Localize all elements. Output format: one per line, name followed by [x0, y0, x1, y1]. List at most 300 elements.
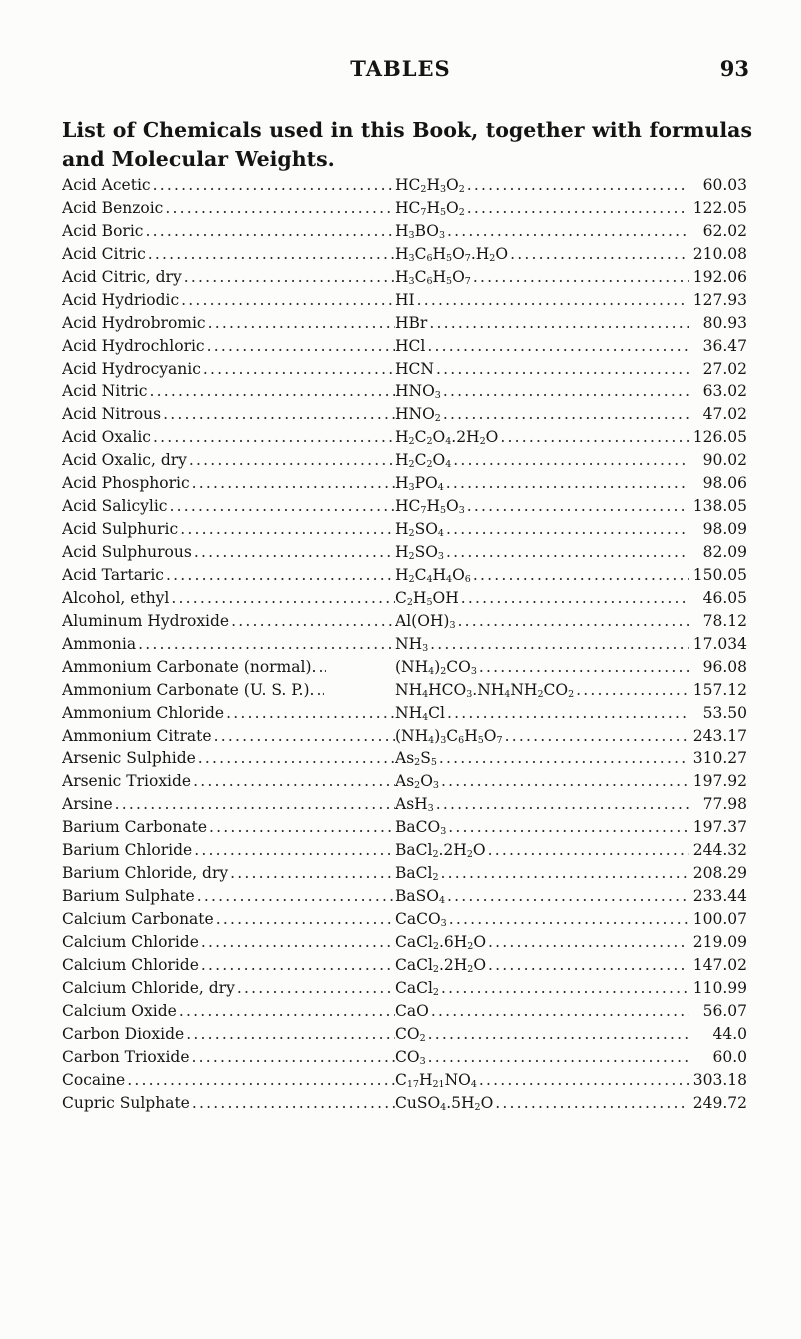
chemical-row [62, 1069, 747, 1092]
chemical-name: Cupric Sulphate [62, 1093, 190, 1112]
molecular-weight: 122.05 [692, 198, 747, 217]
dot-leader [182, 266, 395, 289]
dot-leader [314, 679, 324, 702]
chemical-formula: $H_2SO_3$ [395, 543, 444, 562]
molecular-weight: 310.27 [692, 749, 747, 768]
molecular-weight: 46.05 [702, 588, 747, 607]
dot-leader [113, 793, 395, 816]
chemical-formula: $H_2C_4H_4O_6$ [395, 565, 471, 585]
dot-leader [199, 954, 395, 977]
chemical-row [62, 426, 747, 449]
dot-leader [439, 977, 689, 1000]
dot-leader [205, 335, 395, 358]
chemical-name: Barium Sulphate [62, 887, 195, 906]
dot-leader [444, 541, 689, 564]
chemical-row [62, 954, 747, 977]
chemical-name-cell [62, 587, 395, 610]
chemical-name-cell [62, 656, 395, 679]
formula-cell [395, 725, 689, 748]
chemical-name-cell [62, 770, 395, 793]
chemical-row [62, 312, 747, 335]
running-head [0, 56, 801, 86]
chemical-formula: $As_2O_3$ [395, 772, 439, 792]
molecular-weight: 36.47 [702, 336, 747, 355]
dot-leader [441, 380, 689, 403]
chemical-name: Barium Chloride, dry [62, 864, 229, 883]
molecular-weight: 126.05 [692, 428, 747, 447]
dot-leader [465, 197, 689, 220]
molecular-weight: 243.17 [692, 726, 747, 745]
chemical-name-cell [62, 725, 395, 748]
chemical-formula: $H_2SO_4$ [395, 520, 444, 540]
chemical-name-cell [62, 403, 395, 426]
dot-leader [427, 312, 689, 335]
dot-leader [486, 954, 689, 977]
dot-leader [471, 266, 689, 289]
chemical-name-cell [62, 197, 395, 220]
dot-leader [192, 541, 395, 564]
chemical-formula: $NH_4Cl$ [395, 703, 445, 723]
molecular-weight: 78.12 [702, 611, 747, 630]
chemical-formula: BaCO$_3$ [395, 818, 447, 838]
chemical-name-cell [62, 220, 395, 243]
chemical-row [62, 747, 747, 770]
chemical-name: Acid Salicylic [62, 497, 168, 516]
dot-leader [428, 633, 689, 656]
chemical-formula: $NH_3$ [395, 634, 429, 654]
chemical-name: Alcohol, ethyl [62, 588, 170, 607]
formula-cell [395, 1069, 689, 1092]
dot-leader [508, 243, 689, 266]
molecular-weight: 98.09 [702, 520, 747, 539]
chemical-row [62, 449, 747, 472]
chemical-row [62, 243, 747, 266]
molecular-weight: 157.12 [692, 680, 747, 699]
formula-cell [395, 312, 689, 335]
dot-leader [177, 1000, 395, 1023]
formula-cell [395, 243, 689, 266]
chemical-formula: CaCO$_3$ [395, 910, 447, 929]
chemical-row [62, 518, 747, 541]
dot-leader [161, 403, 395, 426]
chemical-name: Calcium Chloride, dry [62, 978, 235, 997]
chemical-name-cell [62, 174, 395, 197]
chemical-formula: $HNO_3$ [395, 382, 441, 402]
molecular-weight: 110.99 [692, 978, 747, 997]
chemical-name-cell [62, 862, 395, 885]
dot-leader [178, 518, 395, 541]
molecular-weight: 303.18 [692, 1070, 747, 1089]
chemical-row [62, 862, 747, 885]
dot-leader [184, 1023, 395, 1046]
chemical-formula: $CO_3$ [395, 1047, 426, 1067]
chemical-row [62, 335, 747, 358]
dot-leader [187, 449, 395, 472]
chemical-formula: $CO_2$ [395, 1024, 426, 1044]
molecular-weight: 27.02 [702, 359, 747, 378]
dot-leader [125, 1069, 395, 1092]
chemical-name-cell [62, 977, 395, 1000]
formula-cell [395, 587, 689, 610]
chemical-formula: $CuSO_4.5H_2O$ [395, 1093, 494, 1113]
chemical-row [62, 885, 747, 908]
chemical-name: Aluminum Hydroxide [62, 611, 230, 630]
molecular-weight: 150.05 [692, 565, 747, 584]
molecular-weight: 82.09 [702, 543, 747, 561]
dot-leader [179, 289, 395, 312]
chemical-formula: $HC_7H_5O_3$ [395, 497, 465, 517]
molecular-weight: 233.44 [692, 887, 747, 906]
formula-cell [395, 610, 689, 633]
dot-leader [147, 380, 395, 403]
formula-cell [395, 174, 689, 197]
formula-cell [395, 220, 689, 243]
dot-leader [136, 633, 395, 656]
chemical-row [62, 380, 747, 403]
chemical-name-cell [62, 702, 395, 725]
formula-cell [395, 564, 689, 587]
molecular-weight: 96.08 [702, 657, 747, 676]
chemical-name-cell [62, 335, 395, 358]
chemical-name: Acid Boric [62, 221, 144, 240]
dot-leader [439, 770, 689, 793]
dot-leader [143, 220, 395, 243]
formula-cell [395, 862, 689, 885]
molecular-weight: 90.02 [702, 451, 747, 470]
chemical-row [62, 403, 747, 426]
chemical-row [62, 564, 747, 587]
chemical-name: Calcium Carbonate [62, 910, 214, 928]
molecular-weight: 62.02 [702, 221, 747, 240]
chemical-name: Acid Sulphuric [62, 520, 179, 539]
chemical-row [62, 197, 747, 220]
chemical-name-cell [62, 1069, 395, 1092]
chemical-row [62, 289, 747, 312]
dot-leader [214, 908, 395, 931]
chemical-row [62, 174, 747, 197]
formula-cell [395, 908, 689, 931]
chemical-formula: $CaCl_2.2H_2O$ [395, 955, 487, 975]
molecular-weight: 210.08 [692, 244, 747, 263]
dot-leader [199, 931, 395, 954]
chemical-name: Acid Hydrochloric [62, 336, 205, 355]
chemical-formula: $H_2C_2O_4$ [395, 451, 452, 471]
chemical-name-cell [62, 564, 395, 587]
chemicals-table [62, 174, 747, 1114]
chemical-name: Acid Phosphoric [62, 474, 190, 493]
chemical-formula: BaSO$_4$ [395, 887, 446, 907]
chemical-formula: $Al(OH)_3$ [395, 611, 456, 631]
dot-leader [228, 862, 395, 885]
dot-leader [235, 977, 395, 1000]
chemical-row [62, 220, 747, 243]
chemical-name-cell [62, 839, 395, 862]
dot-leader [151, 426, 395, 449]
chemical-name: Ammonium Carbonate (U. S. P.). [62, 680, 315, 699]
dot-leader [439, 862, 689, 885]
molecular-weight: 147.02 [692, 955, 747, 974]
dot-leader [471, 564, 689, 587]
chemical-formula: $C_{17}H_{21}NO_4$ [395, 1070, 477, 1090]
chemical-name: Carbon Trioxide [62, 1047, 190, 1066]
dot-leader [486, 931, 689, 954]
chemical-name: Acid Benzoic [62, 198, 164, 217]
formula-cell [395, 816, 689, 839]
formula-cell [395, 770, 689, 793]
dot-leader [459, 587, 689, 610]
chemical-name-cell [62, 885, 395, 908]
dot-leader [441, 403, 689, 426]
dot-leader [190, 472, 395, 495]
chemical-name: Arsenic Trioxide [62, 772, 192, 791]
chemical-name: Acid Tartaric [62, 565, 164, 584]
molecular-weight: 77.98 [702, 795, 747, 814]
formula-cell [395, 747, 689, 770]
chemical-formula: CaO [395, 1001, 429, 1020]
molecular-weight: 53.50 [702, 703, 747, 722]
chemical-name-cell [62, 954, 395, 977]
dot-leader [426, 1023, 689, 1046]
formula-cell [395, 495, 689, 518]
chemical-row [62, 702, 747, 725]
chemical-formula: $H_2C_2O_4.2H_2O$ [395, 428, 499, 448]
chemical-name-cell [62, 518, 395, 541]
chemical-row [62, 358, 747, 381]
formula-cell [395, 931, 689, 954]
chemical-row [62, 770, 747, 793]
dot-leader [465, 174, 689, 197]
chemical-name-cell [62, 679, 395, 702]
chemical-formula: BaCl$_2$ [395, 864, 439, 884]
dot-leader [415, 289, 689, 312]
chemical-name-cell [62, 289, 395, 312]
chemical-name-cell [62, 633, 395, 656]
chemical-formula: CaCl$_2$ [395, 978, 439, 998]
chemical-row [62, 1000, 747, 1023]
molecular-weight: 60.0 [712, 1047, 747, 1066]
chemical-name: Ammonium Carbonate (normal). [62, 657, 317, 676]
chemical-name: Calcium Chloride [62, 955, 199, 974]
formula-cell [395, 793, 689, 816]
dot-leader [434, 793, 689, 816]
dot-leader [434, 358, 689, 381]
chemical-name: Barium Carbonate [62, 818, 207, 837]
chemical-name: Acid Oxalic, dry [62, 451, 187, 470]
molecular-weight: 80.93 [702, 313, 747, 332]
formula-cell [395, 449, 689, 472]
chemical-row [62, 610, 747, 633]
chemical-name: Acid Hydrocyanic [62, 359, 201, 378]
dot-leader [192, 839, 395, 862]
chemical-name-cell [62, 541, 395, 564]
molecular-weight: 47.02 [702, 405, 747, 424]
chemical-row [62, 793, 747, 816]
chemical-name: Acid Hydriodic [62, 290, 180, 309]
chemical-row [62, 908, 747, 931]
chemical-name-cell [62, 1000, 395, 1023]
running-head-title: TABLES [350, 56, 451, 81]
page-number: 93 [719, 56, 749, 81]
dot-leader [169, 587, 395, 610]
chemical-name-cell [62, 426, 395, 449]
molecular-weight: 44.0 [712, 1024, 747, 1043]
dot-leader [425, 335, 689, 358]
chemical-row [62, 679, 747, 702]
formula-cell [395, 197, 689, 220]
molecular-weight: 98.06 [702, 474, 747, 493]
dot-leader [426, 1046, 689, 1069]
dot-leader [224, 702, 395, 725]
chemical-row [62, 495, 747, 518]
dot-leader [437, 747, 689, 770]
dot-leader [146, 243, 395, 266]
molecular-weight: 192.06 [692, 267, 747, 286]
molecular-weight: 63.02 [702, 382, 747, 401]
chemical-row [62, 839, 747, 862]
dot-leader [196, 747, 395, 770]
dot-leader [429, 1000, 689, 1023]
chemical-name-cell [62, 358, 395, 381]
formula-cell [395, 266, 689, 289]
chemical-formula: $H_3BO_3$ [395, 221, 446, 241]
dot-leader [163, 197, 395, 220]
dot-leader [446, 816, 689, 839]
chemical-row [62, 656, 747, 679]
chemical-name-cell [62, 266, 395, 289]
chemical-row [62, 725, 747, 748]
molecular-weight: 138.05 [692, 497, 747, 516]
chemical-name: Acid Oxalic [62, 428, 151, 447]
chemical-formula: $HC_2H_3O_2$ [395, 176, 465, 195]
formula-cell [395, 426, 689, 449]
dot-leader [493, 1092, 688, 1115]
chemical-formula: HCN [395, 359, 434, 378]
chemical-row [62, 541, 747, 564]
formula-cell [395, 977, 689, 1000]
formula-cell [395, 1023, 689, 1046]
chemical-name-cell [62, 816, 395, 839]
chemical-name-cell [62, 449, 395, 472]
chemical-formula: $C_2H_5OH$ [395, 588, 459, 608]
formula-cell [395, 954, 689, 977]
chemical-name: Acid Citric [62, 244, 146, 263]
molecular-weight: 208.29 [692, 864, 747, 883]
formula-cell [395, 472, 689, 495]
chemical-name: Arsine [62, 795, 113, 814]
chemical-name: Ammonium Chloride [62, 703, 225, 722]
chemical-formula: HI [395, 290, 415, 309]
chemical-row [62, 266, 747, 289]
chemical-row [62, 472, 747, 495]
chemical-name: Carbon Dioxide [62, 1024, 185, 1043]
molecular-weight: 219.09 [692, 932, 747, 951]
chemical-name-cell [62, 931, 395, 954]
chemical-name: Ammonia [62, 634, 137, 653]
chemical-row [62, 633, 747, 656]
dot-leader [190, 1046, 395, 1069]
dot-leader [191, 770, 395, 793]
dot-leader [229, 610, 395, 633]
chemical-name: Ammonium Citrate [62, 726, 212, 745]
dot-leader [444, 518, 689, 541]
chemical-name: Acid Hydrobromic [62, 313, 206, 332]
formula-cell [395, 656, 689, 679]
dot-leader [212, 725, 395, 748]
chemical-formula: $H_3C_6H_5O_7.H_2O$ [395, 244, 509, 264]
dot-leader [477, 1069, 689, 1092]
chemical-name: Acid Acetic [62, 176, 151, 194]
chemical-row [62, 1023, 747, 1046]
molecular-weight: 127.93 [692, 290, 747, 309]
chemical-row [62, 977, 747, 1000]
chemical-name-cell [62, 495, 395, 518]
molecular-weight: 100.07 [692, 910, 747, 928]
chemical-formula: $H_3C_6H_5O_7$ [395, 267, 471, 287]
chemical-row [62, 816, 747, 839]
chemical-name-cell [62, 1046, 395, 1069]
chemical-name-cell [62, 312, 395, 335]
chemical-name: Arsenic Sulphide [62, 749, 196, 768]
dot-leader [477, 656, 689, 679]
chemical-name-cell [62, 1023, 395, 1046]
chemical-name: Acid Nitric [62, 382, 148, 401]
dot-leader [201, 358, 395, 381]
table-heading: List of Chemicals used in this Book, together with formulas and Molecular Weights. [62, 118, 752, 171]
chemical-name-cell [62, 1092, 395, 1115]
chemical-name-cell [62, 747, 395, 770]
dot-leader [451, 449, 689, 472]
chemical-name: Cocaine [62, 1070, 126, 1089]
dot-leader [456, 610, 689, 633]
chemical-formula: HBr [395, 313, 428, 332]
dot-leader [190, 1092, 395, 1115]
chemical-formula: $(NH_4)_3C_6H_5O_7$ [395, 726, 503, 746]
formula-cell [395, 1092, 689, 1115]
formula-cell [395, 885, 689, 908]
dot-leader [164, 564, 395, 587]
dot-leader [444, 472, 689, 495]
molecular-weight: 17.034 [692, 634, 747, 653]
chemical-row [62, 931, 747, 954]
dot-leader [195, 885, 395, 908]
molecular-weight: 244.32 [692, 841, 747, 860]
chemical-name-cell [62, 472, 395, 495]
chemical-formula: $(NH_4)_2CO_3$ [395, 657, 477, 677]
molecular-weight: 56.07 [702, 1001, 747, 1020]
chemical-formula: AsH$_3$ [395, 795, 434, 815]
dot-leader [574, 679, 689, 702]
dot-leader [168, 495, 396, 518]
chemical-formula: $As_2S_5$ [395, 749, 437, 769]
molecular-weight: 197.92 [692, 772, 747, 791]
chemical-name: Calcium Chloride [62, 932, 199, 951]
chemical-name-cell [62, 610, 395, 633]
chemical-formula: $H_3PO_4$ [395, 474, 444, 494]
dot-leader [206, 312, 395, 335]
chemical-name-cell [62, 380, 395, 403]
formula-cell [395, 403, 689, 426]
dot-leader [445, 885, 689, 908]
chemical-name: Barium Chloride [62, 841, 193, 860]
chemical-formula: HCl [395, 336, 426, 355]
molecular-weight: 60.03 [702, 176, 747, 194]
formula-cell [395, 289, 689, 312]
chemical-name-cell [62, 908, 395, 931]
chemical-row [62, 587, 747, 610]
formula-cell [395, 633, 689, 656]
chemical-name-cell [62, 793, 395, 816]
dot-leader [207, 816, 395, 839]
